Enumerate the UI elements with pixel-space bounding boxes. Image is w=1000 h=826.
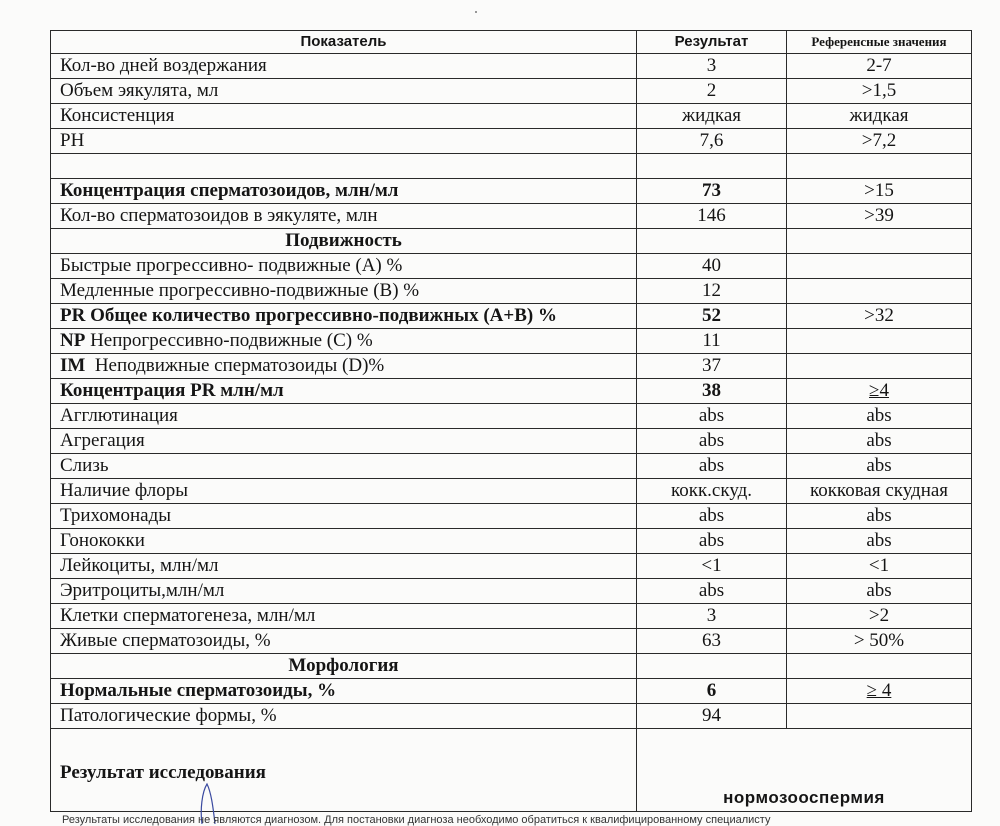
row-name-text: Неподвижные сперматозоиды (D)% bbox=[85, 355, 385, 376]
row-result: 63 bbox=[637, 629, 787, 654]
disclaimer-footnote: Результаты исследования не являются диагнозом. Для постановки диагноза необходимо обратиться к квалифицированному специалисту bbox=[62, 814, 771, 826]
row-result: abs bbox=[637, 454, 787, 479]
row-result: abs bbox=[637, 504, 787, 529]
row-name bbox=[51, 154, 637, 179]
row-name: Патологические формы, % bbox=[51, 704, 637, 729]
row-reference: abs bbox=[787, 579, 972, 604]
row-result: 12 bbox=[637, 279, 787, 304]
row-name: Слизь bbox=[51, 454, 637, 479]
row-result: 3 bbox=[637, 604, 787, 629]
table-row bbox=[51, 304, 972, 329]
section-header-row bbox=[51, 654, 972, 679]
row-reference: ≥ 4 bbox=[787, 679, 972, 704]
row-reference: >32 bbox=[787, 304, 972, 329]
row-result: 7,6 bbox=[637, 129, 787, 154]
row-result: 11 bbox=[637, 329, 787, 354]
row-result: жидкая bbox=[637, 104, 787, 129]
row-name-prefix: NP bbox=[60, 330, 86, 351]
row-name: Агглютинация bbox=[51, 404, 637, 429]
row-result: abs bbox=[637, 579, 787, 604]
row-name: Медленные прогрессивно-подвижные (В) % bbox=[51, 279, 637, 304]
conclusion-label: Результат исследования bbox=[51, 729, 637, 812]
table-row bbox=[51, 254, 972, 279]
table-header-row bbox=[51, 31, 972, 54]
row-name: Концентрация сперматозоидов, млн/мл bbox=[51, 179, 637, 204]
row-reference: >2 bbox=[787, 604, 972, 629]
table-row bbox=[51, 679, 972, 704]
row-name-text: Непрогрессивно-подвижные (С) % bbox=[85, 330, 373, 351]
conclusion-value: нормозооспермия bbox=[637, 729, 972, 812]
table-row bbox=[51, 604, 972, 629]
row-name: Объем эякулята, мл bbox=[51, 79, 637, 104]
row-result: 52 bbox=[637, 304, 787, 329]
row-reference: abs bbox=[787, 504, 972, 529]
header-reference: Референсные значения bbox=[787, 31, 972, 54]
header-indicator: Показатель bbox=[51, 31, 637, 54]
row-reference: abs bbox=[787, 404, 972, 429]
row-name: Живые сперматозоиды, % bbox=[51, 629, 637, 654]
row-result: abs bbox=[637, 529, 787, 554]
row-result: 6 bbox=[637, 679, 787, 704]
table-row bbox=[51, 329, 972, 354]
table-row bbox=[51, 529, 972, 554]
row-reference: >1,5 bbox=[787, 79, 972, 104]
row-name: Консистенция bbox=[51, 104, 637, 129]
row-reference: abs bbox=[787, 529, 972, 554]
row-name: Наличие флоры bbox=[51, 479, 637, 504]
row-reference: >39 bbox=[787, 204, 972, 229]
row-reference: жидкая bbox=[787, 104, 972, 129]
row-result bbox=[637, 154, 787, 179]
row-reference: 2-7 bbox=[787, 54, 972, 79]
row-name: Трихомонады bbox=[51, 504, 637, 529]
row-result: 3 bbox=[637, 54, 787, 79]
table-row bbox=[51, 579, 972, 604]
header-result: Результат bbox=[637, 31, 787, 54]
table-row bbox=[51, 279, 972, 304]
table-row bbox=[51, 479, 972, 504]
row-reference: abs bbox=[787, 454, 972, 479]
table-row bbox=[51, 79, 972, 104]
row-name: PH bbox=[51, 129, 637, 154]
table-row bbox=[51, 204, 972, 229]
row-name: Концентрация PR млн/мл bbox=[51, 379, 637, 404]
row-reference: > 50% bbox=[787, 629, 972, 654]
row-name: Клетки сперматогенеза, млн/мл bbox=[51, 604, 637, 629]
row-result: abs bbox=[637, 404, 787, 429]
row-name bbox=[51, 354, 637, 379]
row-name-prefix: IM bbox=[60, 355, 86, 376]
row-reference bbox=[787, 329, 972, 354]
row-reference: >7,2 bbox=[787, 129, 972, 154]
row-reference: <1 bbox=[787, 554, 972, 579]
row-reference: abs bbox=[787, 429, 972, 454]
section-title: Подвижность bbox=[51, 229, 637, 254]
row-result: 38 bbox=[637, 379, 787, 404]
table-row bbox=[51, 54, 972, 79]
row-reference: >15 bbox=[787, 179, 972, 204]
row-name: Быстрые прогрессивно- подвижные (А) % bbox=[51, 254, 637, 279]
table-row bbox=[51, 429, 972, 454]
row-result: 73 bbox=[637, 179, 787, 204]
row-result: <1 bbox=[637, 554, 787, 579]
row-reference bbox=[787, 279, 972, 304]
row-reference: ≥4 bbox=[787, 379, 972, 404]
table-row bbox=[51, 504, 972, 529]
empty-row bbox=[51, 154, 972, 179]
row-result: abs bbox=[637, 429, 787, 454]
row-reference bbox=[787, 229, 972, 254]
row-name: Нормальные сперматозоиды, % bbox=[51, 679, 637, 704]
row-name: Эритроциты,млн/мл bbox=[51, 579, 637, 604]
row-result bbox=[637, 654, 787, 679]
table-row bbox=[51, 104, 972, 129]
row-name bbox=[51, 329, 637, 354]
row-result: 146 bbox=[637, 204, 787, 229]
row-name: Гонококки bbox=[51, 529, 637, 554]
row-result: 94 bbox=[637, 704, 787, 729]
scan-speck bbox=[475, 11, 477, 13]
row-name: Агрегация bbox=[51, 429, 637, 454]
row-name: PR Общее количество прогрессивно-подвижных (А+В) % bbox=[51, 304, 637, 329]
table-row bbox=[51, 454, 972, 479]
section-title: Морфология bbox=[51, 654, 637, 679]
row-result: 37 bbox=[637, 354, 787, 379]
row-name: Кол-во сперматозоидов в эякуляте, млн bbox=[51, 204, 637, 229]
table-row bbox=[51, 379, 972, 404]
row-reference bbox=[787, 154, 972, 179]
semen-analysis-table bbox=[50, 30, 972, 812]
table-row bbox=[51, 354, 972, 379]
row-result bbox=[637, 229, 787, 254]
row-reference bbox=[787, 354, 972, 379]
table-row bbox=[51, 404, 972, 429]
row-reference bbox=[787, 704, 972, 729]
row-reference bbox=[787, 654, 972, 679]
row-name: Кол-во дней воздержания bbox=[51, 54, 637, 79]
row-result: 2 bbox=[637, 79, 787, 104]
table-row bbox=[51, 629, 972, 654]
section-header-row bbox=[51, 229, 972, 254]
table-row bbox=[51, 179, 972, 204]
row-name: Лейкоциты, млн/мл bbox=[51, 554, 637, 579]
row-reference bbox=[787, 254, 972, 279]
row-reference: кокковая скудная bbox=[787, 479, 972, 504]
row-result: кокк.скуд. bbox=[637, 479, 787, 504]
table-row bbox=[51, 129, 972, 154]
table-row bbox=[51, 704, 972, 729]
row-result: 40 bbox=[637, 254, 787, 279]
table-row bbox=[51, 554, 972, 579]
